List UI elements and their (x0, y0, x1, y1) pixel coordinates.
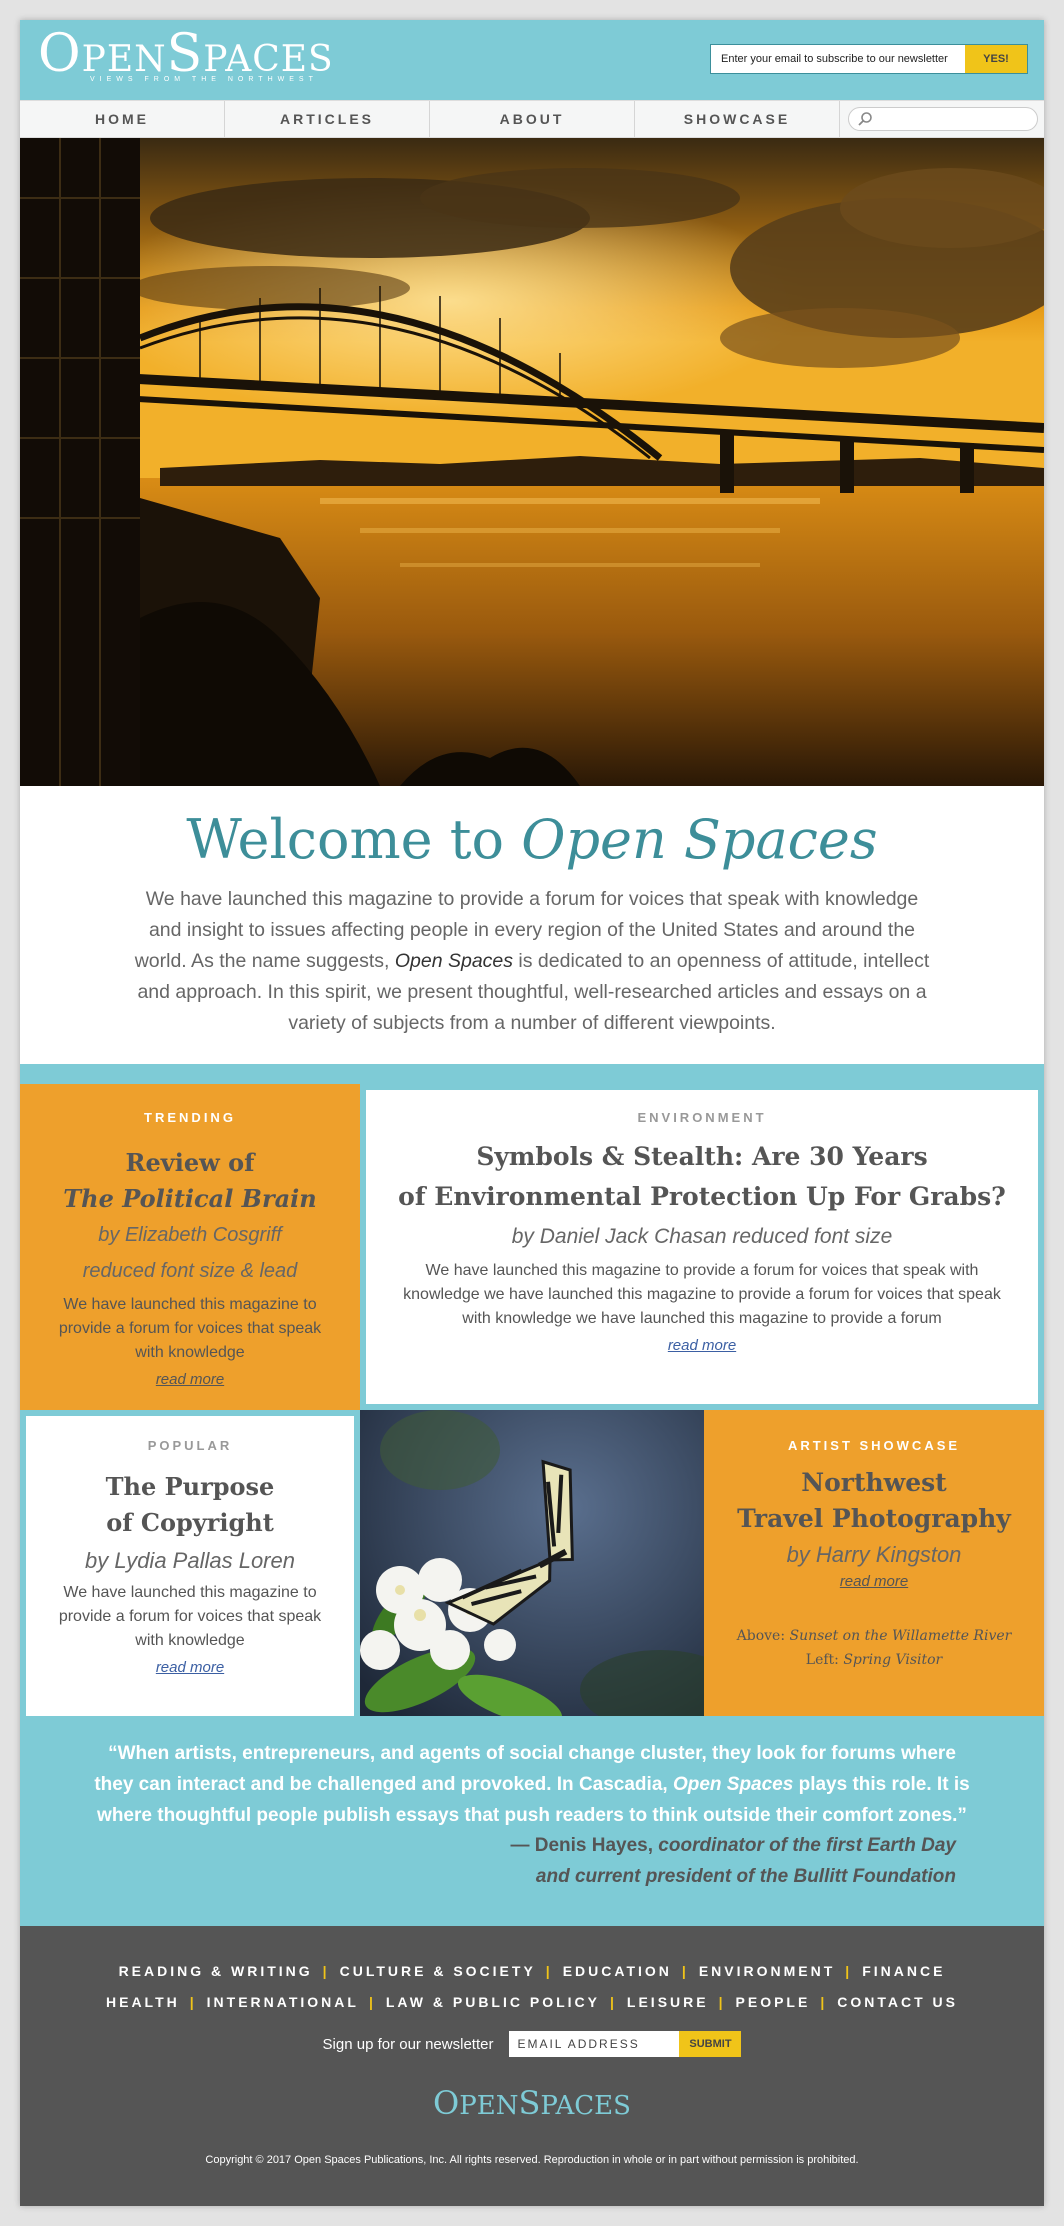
footer-separator: | (610, 1994, 617, 2010)
newsletter-submit-button[interactable]: SUBMIT (679, 2031, 741, 2057)
sunset-bridge-illustration (20, 138, 1044, 786)
footer-link-culture-society[interactable]: CULTURE & SOCIETY (339, 1963, 536, 1979)
testimonial-quote (20, 1716, 1044, 1926)
logo-letter-s: S (166, 24, 204, 84)
card-byline-note: reduced font size & lead (82, 1260, 298, 1282)
welcome-body (132, 884, 932, 1039)
card-title[interactable] (20, 1145, 360, 1217)
card-byline: by Elizabeth Cosgriff (98, 1224, 282, 1246)
footer-separator: | (845, 1963, 853, 1979)
card-title-line2: of Environmental Protection Up For Grabs? (398, 1182, 1006, 1211)
footer-separator: | (718, 1994, 726, 2010)
footer-link-health[interactable]: HEALTH (106, 1994, 180, 2010)
footer-separator: | (820, 1994, 828, 2010)
card-byline: by Lydia Pallas Loren (85, 1548, 295, 1573)
card-title-line1: The Purpose (105, 1472, 275, 1501)
nav-home[interactable]: HOME (20, 101, 225, 137)
quote-text-part2: plays this role. It is where thoughtful people publish essays that push readers to think outside their comfort zones.” (97, 1774, 970, 1826)
quote-text-part1: “When artists, entrepreneurs, and agents of social change cluster, they look for forums where they can interact and be challenged and provoked. In Cascadia, (94, 1743, 956, 1795)
card-title[interactable] (704, 1465, 1044, 1537)
card-body: We have launched this magazine to provide a forum for voices that speak with knowledge we have launched this magazine to provide a forum for voices that speak with knowledge we have launched this magazine to provide a forum (403, 1262, 1001, 1327)
main-nav (20, 100, 1044, 138)
footer-categories-row2 (20, 1987, 1044, 2018)
footer-separator: | (322, 1963, 330, 1979)
site-footer (20, 1926, 1044, 2206)
quote-author-role: and current president of the Bullitt Foundation (535, 1866, 956, 1887)
logo-word-pen: PEN (459, 2091, 519, 2121)
logo-word-pen: PEN (81, 39, 167, 80)
quote-text (92, 1738, 972, 1831)
welcome-body-part1: We have launched this magazine to provide a forum for voices that speak with knowledge and insight to issues affecting people in every region of the United States and around the world. As the name suggests, (134, 888, 919, 972)
logo-letter-s: S (518, 2084, 541, 2122)
footer-categories-row1 (20, 1956, 1044, 1987)
hero-image (20, 138, 1044, 786)
welcome-section (20, 786, 1044, 1084)
footer-link-law-public-policy[interactable]: LAW & PUBLIC POLICY (385, 1994, 600, 2010)
nav-showcase[interactable]: SHOWCASE (635, 101, 840, 137)
card-title-line1: Symbols & Stealth: Are 30 Years (476, 1142, 928, 1171)
caption-title: Sunset on the Willamette River (789, 1628, 1012, 1644)
read-more-link[interactable]: read more (839, 1573, 909, 1590)
card-body: We have launched this magazine to provide a forum for voices that speak with knowledge (58, 1296, 322, 1361)
search-icon (857, 111, 873, 127)
card-artist-showcase (704, 1410, 1044, 1736)
footer-link-international[interactable]: INTERNATIONAL (206, 1994, 359, 2010)
newsletter-subscribe (710, 44, 1028, 74)
card-title[interactable] (26, 1469, 354, 1541)
card-environment (366, 1090, 1038, 1404)
footer-link-education[interactable]: EDUCATION (562, 1963, 672, 1979)
footer-link-environment[interactable]: ENVIRONMENT (698, 1963, 836, 1979)
newsletter-email-input[interactable]: EMAIL ADDRESS (509, 2031, 679, 2057)
footer-separator: | (681, 1963, 689, 1979)
logo-word-paces: PACES (203, 39, 334, 80)
card-byline: by Harry Kingston (786, 1542, 962, 1567)
subscribe-button[interactable]: YES! (965, 45, 1027, 73)
read-more-link[interactable]: read more (155, 1659, 225, 1676)
footer-link-reading-writing[interactable]: READING & WRITING (118, 1963, 313, 1979)
read-more-link[interactable]: read more (667, 1337, 737, 1354)
site-logo[interactable] (38, 24, 334, 84)
welcome-body-italic: Open Spaces (394, 950, 514, 972)
card-kicker: ENVIRONMENT (637, 1110, 767, 1125)
card-kicker: ARTIST SHOWCASE (787, 1438, 961, 1453)
quote-author-role: coordinator of the first Earth Day (658, 1835, 956, 1856)
subscribe-email-input[interactable]: Enter your email to subscribe to our newsletter (711, 45, 965, 73)
caption-title: Spring Visitor (843, 1652, 943, 1668)
search-input[interactable] (848, 107, 1038, 131)
quote-attribution (510, 1830, 956, 1892)
nav-search (840, 101, 1044, 137)
card-body: We have launched this magazine to provide a forum for voices that speak with knowledge (58, 1584, 322, 1649)
footer-separator: | (189, 1994, 197, 2010)
site-header (20, 20, 1044, 100)
card-title[interactable] (366, 1137, 1038, 1217)
butterfly-image (360, 1410, 704, 1736)
card-kicker: POPULAR (147, 1438, 233, 1453)
footer-newsletter (20, 2030, 1044, 2058)
card-title-line2: of Copyright (106, 1508, 274, 1537)
nav-about[interactable]: ABOUT (430, 101, 635, 137)
logo-tagline: VIEWS FROM THE NORTHWEST (90, 76, 318, 83)
feature-grid (20, 1064, 1044, 1716)
quote-author: — Denis Hayes, (510, 1835, 659, 1856)
welcome-body-part2: is dedicated to an openness of attitude, intellect and approach. In this spirit, we present thoughtful, well-researched articles and essays on a variety of subjects from a number of different viewpoints. (137, 950, 930, 1034)
logo-word-paces: PACES (540, 2091, 631, 2121)
logo-letter-o: O (433, 2084, 460, 2122)
footer-separator: | (545, 1963, 553, 1979)
caption-label: Left: (805, 1652, 844, 1668)
welcome-title-italic: Open Spaces (521, 808, 878, 871)
card-byline: by Daniel Jack Chasan reduced font size (511, 1225, 893, 1248)
nav-articles[interactable]: ARTICLES (225, 101, 430, 137)
footer-link-people[interactable]: PEOPLE (735, 1994, 811, 2010)
spring-visitor-illustration (360, 1410, 704, 1736)
copyright-text: Copyright © 2017 Open Spaces Publications, Inc. All rights reserved. Reproduction in whole or in part without permission is prohibited. (205, 2154, 859, 2166)
read-more-link[interactable]: read more (155, 1371, 225, 1388)
footer-logo[interactable] (20, 2084, 1044, 2122)
quote-text-italic: Open Spaces (672, 1774, 794, 1795)
card-kicker: TRENDING (144, 1110, 236, 1125)
logo-letter-o: O (38, 24, 82, 84)
card-title-line1: Review of (125, 1148, 255, 1177)
page (20, 20, 1044, 2206)
footer-separator: | (368, 1994, 376, 2010)
footer-categories (20, 1956, 1044, 2018)
caption-label: Above: (736, 1628, 790, 1644)
footer-link-contact-us[interactable]: CONTACT US (837, 1994, 958, 2010)
card-title-line1: Northwest (801, 1468, 947, 1497)
photo-captions (704, 1624, 1044, 1672)
card-title-line2: Travel Photography (737, 1504, 1011, 1533)
card-trending (20, 1084, 360, 1410)
card-popular (26, 1416, 354, 1730)
footer-link-finance[interactable]: FINANCE (862, 1963, 946, 1979)
welcome-title (20, 808, 1044, 872)
newsletter-label: Sign up for our newsletter (322, 2035, 494, 2053)
footer-link-leisure[interactable]: LEISURE (626, 1994, 709, 2010)
welcome-title-plain: Welcome to (186, 808, 522, 871)
card-title-line2: The Political Brain (63, 1184, 317, 1213)
